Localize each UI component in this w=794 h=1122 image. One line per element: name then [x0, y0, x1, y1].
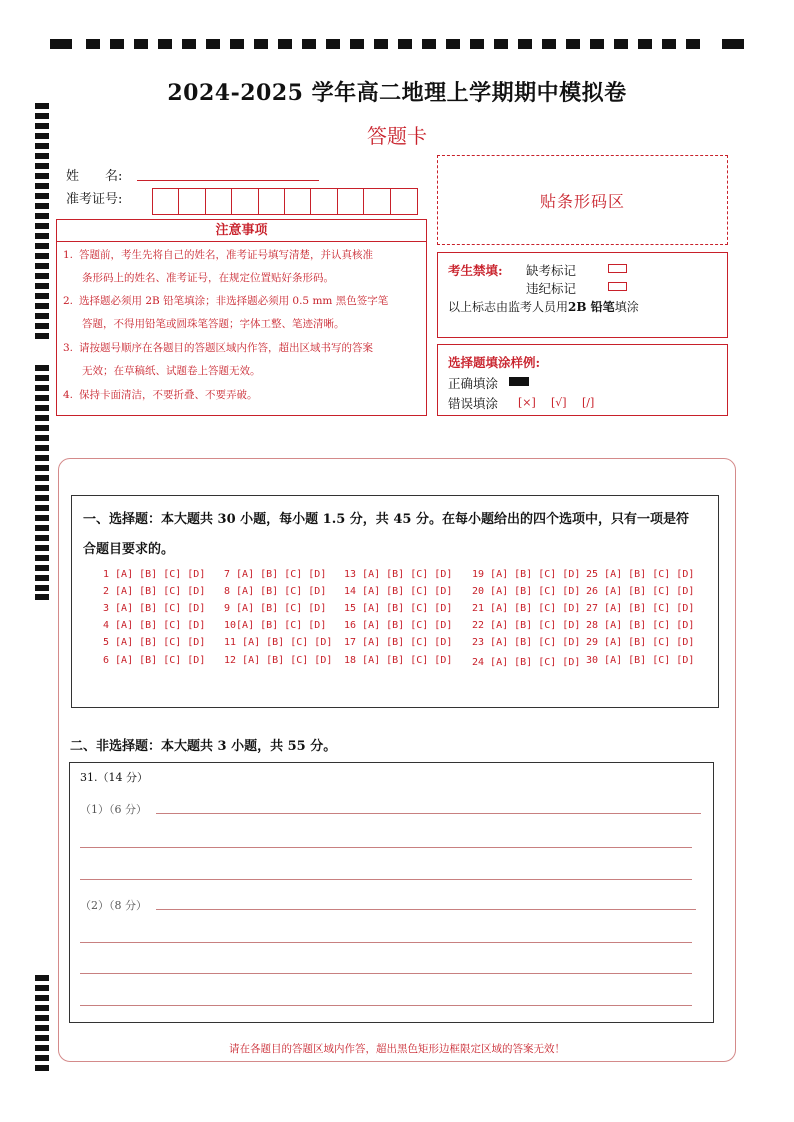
part-2-label: （2）（8 分）: [80, 899, 147, 912]
forbidden-label: 考生禁填:: [448, 263, 503, 278]
notice-item: [63, 290, 423, 336]
notice-item-text: 请按题号顺序在各题目的答题区域内作答，超出区域书写的答案: [79, 342, 373, 354]
notice-item-text: 条形码上的姓名、准考证号，在规定位置贴好条形码。: [82, 272, 334, 284]
choice-question-row[interactable]: 14 [A] [B] [C] [D]: [344, 586, 453, 597]
notice-item-number: 3.: [63, 342, 74, 354]
choice-question-row[interactable]: 23 [A] [B] [C] [D]: [472, 637, 581, 648]
choice-question-row[interactable]: 13 [A] [B] [C] [D]: [344, 569, 453, 580]
exam-id-box[interactable]: [153, 189, 179, 214]
page-subtitle: 答题卡: [367, 124, 427, 148]
barcode-area: [437, 155, 728, 245]
notice-item-text: 保持卡面清洁，不要折叠、不要弄破。: [79, 389, 258, 401]
answer-line[interactable]: [80, 942, 692, 943]
notice-item: [63, 337, 423, 383]
choice-question-row[interactable]: 6 [A] [B] [C] [D]: [103, 655, 206, 666]
notice-item-number: 2.: [63, 295, 74, 307]
notice-item-text: 答题前，考生先将自己的姓名，准考证号填写清楚，并认真核准: [79, 249, 373, 261]
exam-id-box[interactable]: [259, 189, 285, 214]
choice-question-row[interactable]: 16 [A] [B] [C] [D]: [344, 620, 453, 631]
wrong-fill-sample: [√]: [551, 396, 567, 409]
notice-item: [63, 244, 423, 290]
forbidden-note-text: 以上标志由监考人员用: [448, 300, 569, 314]
notice-item-text: 无效；在草稿纸、试题卷上答题无效。: [82, 365, 261, 377]
choice-question-row[interactable]: 7 [A] [B] [C] [D]: [224, 569, 327, 580]
answer-line[interactable]: [156, 813, 701, 814]
choice-question-row[interactable]: 29 [A] [B] [C] [D]: [586, 637, 695, 648]
choice-question-row[interactable]: 8 [A] [B] [C] [D]: [224, 586, 327, 597]
name-field[interactable]: [137, 180, 319, 181]
section1-instructions: 合题目要求的。: [83, 542, 175, 557]
choice-question-row[interactable]: 15 [A] [B] [C] [D]: [344, 603, 453, 614]
choice-question-row[interactable]: 27 [A] [B] [C] [D]: [586, 603, 695, 614]
answer-line[interactable]: [80, 879, 692, 880]
exam-id-box[interactable]: [232, 189, 258, 214]
name-label: 姓 名:: [66, 169, 123, 184]
notice-item-text: 选择题必须用 2B 铅笔填涂；非选择题必须用 0.5 mm 黑色签字笔: [79, 295, 389, 307]
exam-id-box[interactable]: [285, 189, 311, 214]
examinee-forbidden-box: [437, 252, 728, 338]
correct-fill-label: 正确填涂: [448, 376, 499, 391]
forbidden-note: [448, 298, 639, 315]
choice-question-row[interactable]: 19 [A] [B] [C] [D]: [472, 569, 581, 580]
choice-question-row[interactable]: 30 [A] [B] [C] [D]: [586, 655, 695, 666]
notice-item-number: 1.: [63, 249, 74, 261]
choice-question-row[interactable]: 2 [A] [B] [C] [D]: [103, 586, 206, 597]
fill-sample-box: [437, 344, 728, 416]
choice-question-row[interactable]: 18 [A] [B] [C] [D]: [344, 655, 453, 666]
exam-id-box[interactable]: [364, 189, 390, 214]
absent-mark-label: 缺考标记: [526, 263, 577, 278]
section2-heading: 二、非选择题：本大题共 3 小题，共 55 分。: [70, 739, 337, 754]
choice-question-row[interactable]: 21 [A] [B] [C] [D]: [472, 603, 581, 614]
part-1-label: （1）（6 分）: [80, 803, 147, 816]
exam-id-box[interactable]: [311, 189, 337, 214]
choice-question-row[interactable]: 20 [A] [B] [C] [D]: [472, 586, 581, 597]
wrong-fill-label: 错误填涂: [448, 396, 499, 411]
forbidden-note-text: 填涂: [614, 300, 639, 314]
choice-question-row[interactable]: 4 [A] [B] [C] [D]: [103, 620, 206, 631]
question-31-answer-box[interactable]: [69, 762, 714, 1023]
notice-box: [56, 219, 427, 416]
violation-mark-label: 违纪标记: [526, 281, 577, 296]
notice-item-number: 4.: [63, 389, 74, 401]
choice-question-row[interactable]: 12 [A] [B] [C] [D]: [224, 655, 333, 666]
notice-heading: 注意事项: [57, 220, 426, 242]
choice-question-row[interactable]: 5 [A] [B] [C] [D]: [103, 637, 206, 648]
forbidden-note-bold: 2B 铅笔: [568, 300, 615, 314]
choice-question-row[interactable]: 25 [A] [B] [C] [D]: [586, 569, 695, 580]
answer-line[interactable]: [156, 909, 696, 910]
choice-question-row[interactable]: 1 [A] [B] [C] [D]: [103, 569, 206, 580]
answer-line[interactable]: [80, 973, 692, 974]
wrong-fill-sample: [×]: [518, 396, 536, 409]
answer-line[interactable]: [80, 1005, 692, 1006]
choice-question-row[interactable]: 26 [A] [B] [C] [D]: [586, 586, 695, 597]
choice-question-row[interactable]: 17 [A] [B] [C] [D]: [344, 637, 453, 648]
notice-item-text: 答题，不得用铅笔或圆珠笔答题；字体工整、笔迹清晰。: [82, 318, 345, 330]
exam-id-label: 准考证号:: [66, 192, 123, 207]
violation-mark-box[interactable]: [608, 282, 627, 291]
barcode-label: 贴条形码区: [539, 191, 625, 211]
question-31-label: 31.（14 分）: [80, 771, 148, 784]
fill-sample-heading: 选择题填涂样例:: [448, 355, 541, 370]
choice-question-row[interactable]: 9 [A] [B] [C] [D]: [224, 603, 327, 614]
section1-instructions: 一、选择题：本大题共 30 小题，每小题 1.5 分，共 45 分。在每小题给出的四个选项中，只有一项是符: [83, 512, 689, 527]
exam-id-box[interactable]: [391, 189, 417, 214]
multiple-choice-section: [71, 495, 719, 708]
choice-question-row[interactable]: 28 [A] [B] [C] [D]: [586, 620, 695, 631]
exam-id-box[interactable]: [206, 189, 232, 214]
page-title: 2024-2025 学年高二地理上学期期中模拟卷: [167, 80, 627, 106]
correct-fill-sample: [509, 377, 529, 386]
notice-item: [63, 384, 423, 407]
wrong-fill-sample: [/]: [582, 396, 595, 409]
exam-id-box[interactable]: [338, 189, 364, 214]
answer-line[interactable]: [80, 847, 692, 848]
choice-question-row[interactable]: 24 [A] [B] [C] [D]: [472, 657, 581, 668]
choice-question-row[interactable]: 3 [A] [B] [C] [D]: [103, 603, 206, 614]
absent-mark-box[interactable]: [608, 264, 627, 273]
exam-id-boxes[interactable]: [152, 188, 418, 215]
exam-id-box[interactable]: [179, 189, 205, 214]
footer-warning: 请在各题目的答题区域内作答，超出黑色矩形边框限定区域的答案无效！: [229, 1043, 565, 1055]
choice-question-row[interactable]: 11 [A] [B] [C] [D]: [224, 637, 333, 648]
choice-question-row[interactable]: 22 [A] [B] [C] [D]: [472, 620, 581, 631]
choice-question-row[interactable]: 10[A] [B] [C] [D]: [224, 620, 327, 631]
